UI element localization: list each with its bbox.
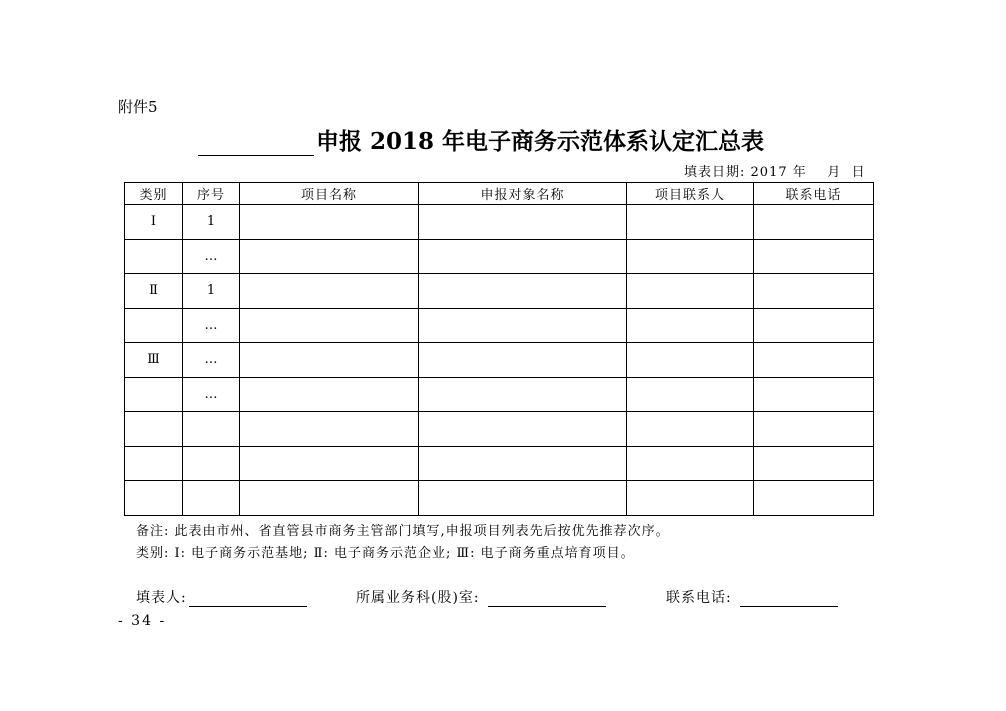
cell-serial: 1 (183, 205, 240, 240)
table-row (125, 274, 874, 309)
filler-label: 填表人: (136, 590, 187, 606)
cell-serial: … (183, 343, 240, 378)
cell-serial (183, 412, 240, 447)
fill-date-label: 填表日期: (684, 165, 746, 180)
cell-project-name[interactable] (240, 239, 419, 274)
table-row (125, 239, 874, 274)
cell-category: Ⅰ (125, 205, 183, 240)
cell-contact-person[interactable] (627, 343, 754, 378)
table-row (125, 446, 874, 481)
cell-contact-phone[interactable] (754, 481, 874, 516)
table-header-row (125, 183, 874, 205)
header-project-name: 项目名称 (240, 183, 419, 205)
cell-contact-person[interactable] (627, 446, 754, 481)
cell-contact-person[interactable] (627, 274, 754, 309)
header-serial: 序号 (183, 183, 240, 205)
department-blank-line[interactable] (488, 591, 606, 607)
cell-contact-phone[interactable] (754, 239, 874, 274)
cell-project-name[interactable] (240, 446, 419, 481)
table-row (125, 343, 874, 378)
cell-contact-phone[interactable] (754, 446, 874, 481)
cell-applicant-name[interactable] (419, 412, 627, 447)
cell-contact-person[interactable] (627, 377, 754, 412)
cell-category (125, 308, 183, 343)
cell-contact-phone[interactable] (754, 412, 874, 447)
header-category: 类别 (125, 183, 183, 205)
cell-category (125, 446, 183, 481)
cell-category: Ⅱ (125, 274, 183, 309)
cell-serial: … (183, 239, 240, 274)
page-number: - 34 - (118, 613, 167, 629)
cell-serial: … (183, 377, 240, 412)
table-row (125, 481, 874, 516)
cell-category (125, 239, 183, 274)
cell-project-name[interactable] (240, 377, 419, 412)
cell-project-name[interactable] (240, 343, 419, 378)
page-title (198, 124, 764, 156)
cell-contact-phone[interactable] (754, 205, 874, 240)
fill-date-month: 月 (827, 165, 842, 180)
department-label: 所属业务科(股)室: (356, 590, 480, 606)
cell-applicant-name[interactable] (419, 343, 627, 378)
fill-date-day: 日 (851, 165, 866, 180)
cell-serial: 1 (183, 274, 240, 309)
header-contact-phone: 联系电话 (754, 183, 874, 205)
cell-project-name[interactable] (240, 481, 419, 516)
cell-contact-person[interactable] (627, 205, 754, 240)
attachment-label: 附件5 (118, 98, 158, 116)
cell-category (125, 412, 183, 447)
title-text: 申报 2018 年电子商务示范体系认定汇总表 (316, 128, 765, 155)
header-applicant-name: 申报对象名称 (419, 183, 627, 205)
cell-contact-person[interactable] (627, 412, 754, 447)
cell-serial (183, 446, 240, 481)
category-legend-note: 类别: Ⅰ: 电子商务示范基地; Ⅱ: 电子商务示范企业; Ⅲ: 电子商务重点培育项目。 (136, 546, 635, 561)
table-row (125, 377, 874, 412)
cell-serial (183, 481, 240, 516)
cell-project-name[interactable] (240, 205, 419, 240)
remarks-note: 备注: 此表由市州、省直管县市商务主管部门填写,申报项目列表先后按优先推荐次序。 (136, 524, 670, 539)
summary-table (124, 182, 874, 516)
cell-applicant-name[interactable] (419, 205, 627, 240)
phone-blank-line[interactable] (740, 591, 838, 607)
cell-applicant-name[interactable] (419, 274, 627, 309)
cell-contact-person[interactable] (627, 239, 754, 274)
cell-applicant-name[interactable] (419, 481, 627, 516)
table-row (125, 308, 874, 343)
cell-project-name[interactable] (240, 412, 419, 447)
cell-contact-phone[interactable] (754, 343, 874, 378)
table-row (125, 412, 874, 447)
cell-contact-person[interactable] (627, 308, 754, 343)
fill-date (684, 161, 866, 180)
department-signature (356, 587, 606, 607)
filler-blank-line[interactable] (189, 591, 307, 607)
fill-date-year: 2017 年 (750, 165, 807, 180)
cell-category (125, 481, 183, 516)
cell-contact-phone[interactable] (754, 377, 874, 412)
cell-category: Ⅲ (125, 343, 183, 378)
cell-applicant-name[interactable] (419, 308, 627, 343)
cell-project-name[interactable] (240, 308, 419, 343)
cell-applicant-name[interactable] (419, 377, 627, 412)
cell-applicant-name[interactable] (419, 446, 627, 481)
table-row (125, 205, 874, 240)
filler-signature (136, 587, 307, 607)
cell-project-name[interactable] (240, 274, 419, 309)
cell-category (125, 377, 183, 412)
cell-contact-phone[interactable] (754, 308, 874, 343)
phone-label: 联系电话: (666, 590, 732, 606)
cell-applicant-name[interactable] (419, 239, 627, 274)
cell-contact-phone[interactable] (754, 274, 874, 309)
cell-serial: … (183, 308, 240, 343)
header-contact-person: 项目联系人 (627, 183, 754, 205)
phone-signature (666, 587, 838, 607)
cell-contact-person[interactable] (627, 481, 754, 516)
title-blank-line[interactable] (198, 127, 314, 156)
